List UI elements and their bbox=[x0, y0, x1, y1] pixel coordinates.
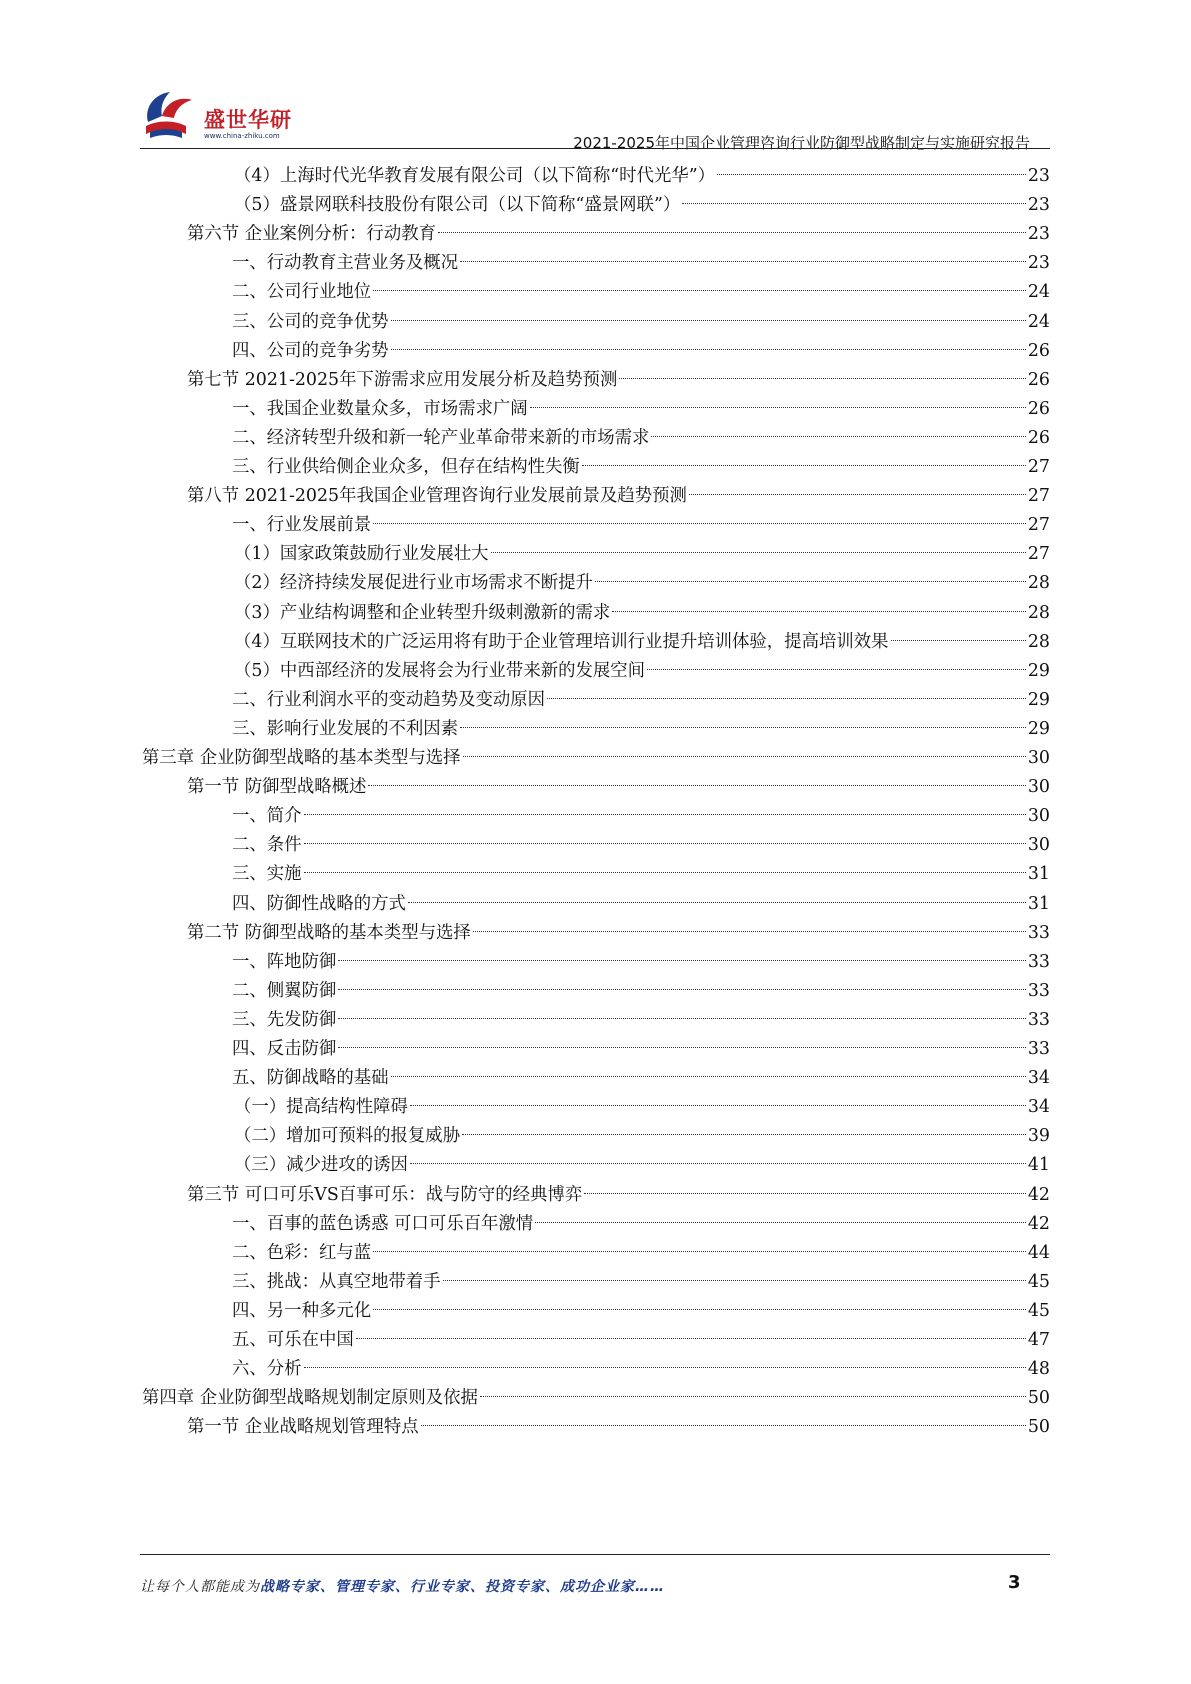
toc-entry-page: 33 bbox=[1027, 951, 1050, 972]
toc-entry-page: 27 bbox=[1027, 544, 1050, 565]
toc-dot-leader bbox=[462, 1112, 1026, 1135]
toc-entry-title: 四、反击防御 bbox=[232, 1039, 337, 1059]
toc-dot-leader bbox=[535, 1200, 1026, 1223]
page-number: 3 bbox=[1008, 1572, 1021, 1593]
toc-entry-page: 31 bbox=[1027, 893, 1050, 914]
toc-dot-leader bbox=[373, 1229, 1026, 1252]
toc-entry-page: 29 bbox=[1027, 689, 1050, 710]
toc-entry-page: 26 bbox=[1027, 427, 1050, 448]
toc-entry-title: 二、条件 bbox=[232, 835, 302, 856]
toc-entry-page: 26 bbox=[1027, 340, 1050, 361]
toc-entry-title: 六、分析 bbox=[232, 1359, 302, 1380]
toc-dot-leader bbox=[338, 996, 1026, 1019]
toc-dot-leader bbox=[373, 268, 1026, 291]
toc-entry-page: 26 bbox=[1027, 369, 1050, 390]
toc-entry-page: 33 bbox=[1027, 1039, 1050, 1059]
toc-entry-page: 48 bbox=[1027, 1359, 1050, 1380]
toc-dot-leader bbox=[391, 298, 1026, 321]
toc-entry-page: 34 bbox=[1027, 1097, 1050, 1118]
toc-dot-leader bbox=[530, 385, 1026, 408]
toc-dot-leader bbox=[595, 559, 1026, 582]
toc-dot-leader bbox=[619, 356, 1026, 379]
header-divider bbox=[140, 148, 1050, 149]
toc-entry-title: 一、行业发展前景 bbox=[232, 515, 372, 536]
toc-entry-page: 28 bbox=[1027, 631, 1050, 652]
toc-entry-title: 五、防御战略的基础 bbox=[232, 1068, 389, 1089]
toc-entry-title: 第四章 企业防御型战略规划制定原则及依据 bbox=[142, 1388, 478, 1409]
toc-dot-leader bbox=[391, 327, 1026, 350]
toc-dot-leader bbox=[443, 1258, 1026, 1281]
toc-entry-page: 24 bbox=[1027, 311, 1050, 332]
toc-dot-leader bbox=[391, 1054, 1026, 1077]
toc-entry-page: 34 bbox=[1027, 1068, 1050, 1089]
toc-entry[interactable] bbox=[187, 1409, 1050, 1440]
toc-entry-page: 39 bbox=[1027, 1126, 1050, 1147]
toc-entry-title: 一、我国企业数量众多，市场需求广阔 bbox=[232, 398, 528, 419]
toc-entry-page: 41 bbox=[1027, 1155, 1050, 1176]
toc-entry-title: （二）增加可预料的报复威胁 bbox=[234, 1126, 461, 1147]
toc-entry-title: 一、行动教育主营业务及概况 bbox=[232, 253, 459, 274]
toc-entry-title: 二、侧翼防御 bbox=[232, 980, 337, 1001]
toc-entry-page: 50 bbox=[1027, 1417, 1050, 1438]
toc-entry-title: 二、色彩：红与蓝 bbox=[232, 1242, 372, 1263]
toc-dot-leader bbox=[647, 647, 1026, 670]
toc-entry-page: 50 bbox=[1027, 1388, 1050, 1409]
toc-entry-page: 29 bbox=[1027, 660, 1050, 681]
toc-dot-leader bbox=[368, 763, 1025, 786]
toc-dot-leader bbox=[651, 414, 1025, 437]
toc-dot-leader bbox=[682, 181, 1026, 204]
toc-entry-title: 第八节 2021-2025年我国企业管理咨询行业发展前景及趋势预测 bbox=[187, 486, 687, 507]
toc-entry-page: 23 bbox=[1027, 166, 1050, 186]
toc-entry-page: 28 bbox=[1027, 602, 1050, 623]
toc-entry-page: 33 bbox=[1027, 980, 1050, 1001]
toc-entry-title: 三、先发防御 bbox=[232, 1009, 337, 1030]
toc-dot-leader bbox=[480, 1374, 1026, 1397]
slogan-lead: 让每个人都能成为 bbox=[140, 1579, 260, 1595]
toc-dot-leader bbox=[584, 1171, 1026, 1194]
toc-entry-title: 第一节 企业战略规划管理特点 bbox=[187, 1417, 419, 1438]
footer-slogan bbox=[140, 1576, 665, 1596]
toc-entry-title: （三）减少进攻的诱因 bbox=[234, 1155, 408, 1176]
toc-entry-page: 24 bbox=[1027, 282, 1050, 303]
toc-entry-title: 二、经济转型升级和新一轮产业革命带来新的市场需求 bbox=[232, 427, 650, 448]
toc-entry-title: 一、简介 bbox=[232, 806, 302, 827]
toc-dot-leader bbox=[373, 501, 1026, 524]
toc-entry-title: （1）国家政策鼓励行业发展壮大 bbox=[234, 544, 489, 565]
toc-entry-page: 28 bbox=[1027, 573, 1050, 594]
toc-entry-title: （3）产业结构调整和企业转型升级刺激新的需求 bbox=[234, 602, 611, 623]
toc-entry-page: 33 bbox=[1027, 922, 1050, 943]
toc-entry-title: 第七节 2021-2025年下游需求应用发展分析及趋势预测 bbox=[187, 369, 618, 390]
toc-dot-leader bbox=[582, 443, 1026, 466]
toc-entry-title: 三、挑战：从真空地带着手 bbox=[232, 1271, 441, 1292]
logo-url: www.china-zhiku.com bbox=[204, 132, 280, 140]
toc-dot-leader bbox=[891, 618, 1026, 641]
toc-dot-leader bbox=[304, 850, 1026, 873]
toc-dot-leader bbox=[491, 530, 1026, 553]
toc-entry-title: 一、阵地防御 bbox=[232, 951, 337, 972]
toc-dot-leader bbox=[304, 792, 1026, 815]
report-title: 2021-2025年中国企业管理咨询行业防御型战略制定与实施研究报告 bbox=[573, 134, 1030, 152]
logo-text: 盛世华研 bbox=[204, 108, 292, 132]
toc-dot-leader bbox=[421, 1403, 1026, 1426]
toc-entry-title: 四、另一种多元化 bbox=[232, 1300, 372, 1321]
toc-dot-leader bbox=[547, 676, 1026, 699]
toc-entry-title: 第三章 企业防御型战略的基本类型与选择 bbox=[142, 748, 461, 768]
toc-entry-page: 45 bbox=[1027, 1300, 1050, 1321]
toc-entry-title: 三、行业供给侧企业众多，但存在结构性失衡 bbox=[232, 457, 580, 477]
toc-dot-leader bbox=[460, 239, 1026, 262]
toc-entry-page: 27 bbox=[1027, 486, 1050, 507]
toc-entry-page: 31 bbox=[1027, 864, 1050, 885]
toc-entry-title: 二、行业利润水平的变动趋势及变动原因 bbox=[232, 689, 546, 710]
toc-entry-page: 42 bbox=[1027, 1213, 1050, 1234]
toc-entry-title: 第三节 可口可乐VS百事可乐：战与防守的经典博弈 bbox=[187, 1184, 583, 1205]
toc-dot-leader bbox=[338, 967, 1026, 990]
toc-entry-title: （2）经济持续发展促进行业市场需求不断提升 bbox=[234, 573, 593, 594]
toc-dot-leader bbox=[408, 880, 1026, 903]
toc-entry-title: 三、公司的竞争优势 bbox=[232, 311, 389, 332]
toc-dot-leader bbox=[460, 705, 1026, 728]
toc-entry-title: 三、实施 bbox=[232, 864, 302, 885]
toc-dot-leader bbox=[473, 909, 1026, 932]
toc-dot-leader bbox=[373, 1287, 1026, 1310]
toc-entry-page: 30 bbox=[1027, 806, 1050, 827]
footer-divider bbox=[140, 1554, 1050, 1555]
toc-entry-title: （5）中西部经济的发展将会为行业带来新的发展空间 bbox=[234, 660, 646, 681]
toc-dot-leader bbox=[304, 1345, 1026, 1368]
toc-entry-page: 27 bbox=[1027, 515, 1050, 536]
toc-entry-title: 第六节 企业案例分析：行动教育 bbox=[187, 224, 436, 245]
toc-entry-title: 二、公司行业地位 bbox=[232, 282, 372, 303]
toc-dot-leader bbox=[356, 1316, 1026, 1339]
toc-entry-title: 三、影响行业发展的不利因素 bbox=[232, 718, 459, 739]
toc-dot-leader bbox=[463, 734, 1026, 757]
toc-entry-page: 23 bbox=[1027, 224, 1050, 245]
toc-entry-page: 23 bbox=[1027, 195, 1050, 216]
toc-entry-page: 30 bbox=[1027, 835, 1050, 856]
toc-entry-title: 五、可乐在中国 bbox=[232, 1330, 354, 1350]
toc-entry-title: （5）盛景网联科技股份有限公司（以下简称“盛景网联”） bbox=[234, 195, 681, 216]
toc-dot-leader bbox=[612, 589, 1026, 612]
toc-entry-page: 23 bbox=[1027, 253, 1050, 274]
toc-entry-page: 42 bbox=[1027, 1184, 1050, 1205]
toc-entry-title: （4）互联网技术的广泛运用将有助于企业管理培训行业提升培训体验，提高培训效果 bbox=[234, 631, 889, 652]
toc-entry-page: 47 bbox=[1027, 1330, 1050, 1350]
toc-entry-page: 33 bbox=[1027, 1009, 1050, 1030]
toc-dot-leader bbox=[410, 1141, 1026, 1164]
toc-entry-page: 26 bbox=[1027, 398, 1050, 419]
toc-entry-page: 30 bbox=[1027, 777, 1050, 798]
toc-dot-leader bbox=[717, 152, 1026, 175]
slogan-highlight: 战略专家、管理专家、行业专家、投资专家、成功企业家…… bbox=[260, 1579, 665, 1595]
toc-dot-leader bbox=[438, 210, 1026, 233]
toc-dot-leader bbox=[338, 938, 1026, 961]
toc-entry-title: 第二节 防御型战略的基本类型与选择 bbox=[187, 922, 471, 943]
toc-dot-leader bbox=[338, 1025, 1026, 1048]
toc-entry-title: （一）提高结构性障碍 bbox=[234, 1097, 408, 1118]
toc-entry-page: 27 bbox=[1027, 457, 1050, 477]
toc-dot-leader bbox=[689, 472, 1026, 495]
toc-entry-title: 一、百事的蓝色诱惑 可口可乐百年激情 bbox=[232, 1213, 534, 1234]
toc-entry-title: 四、防御性战略的方式 bbox=[232, 893, 406, 914]
toc-entry-page: 44 bbox=[1027, 1242, 1050, 1263]
toc-entry-title: （4）上海时代光华教育发展有限公司（以下简称“时代光华”） bbox=[234, 166, 716, 186]
page-header bbox=[140, 82, 1050, 152]
toc-entry-title: 四、公司的竞争劣势 bbox=[232, 340, 389, 361]
toc-entry-page: 45 bbox=[1027, 1271, 1050, 1292]
toc-dot-leader bbox=[304, 821, 1026, 844]
toc-entry-page: 29 bbox=[1027, 718, 1050, 739]
toc-dot-leader bbox=[410, 1083, 1026, 1106]
toc-entry-title: 第一节 防御型战略概述 bbox=[187, 777, 367, 798]
toc-entry-page: 30 bbox=[1027, 748, 1050, 768]
